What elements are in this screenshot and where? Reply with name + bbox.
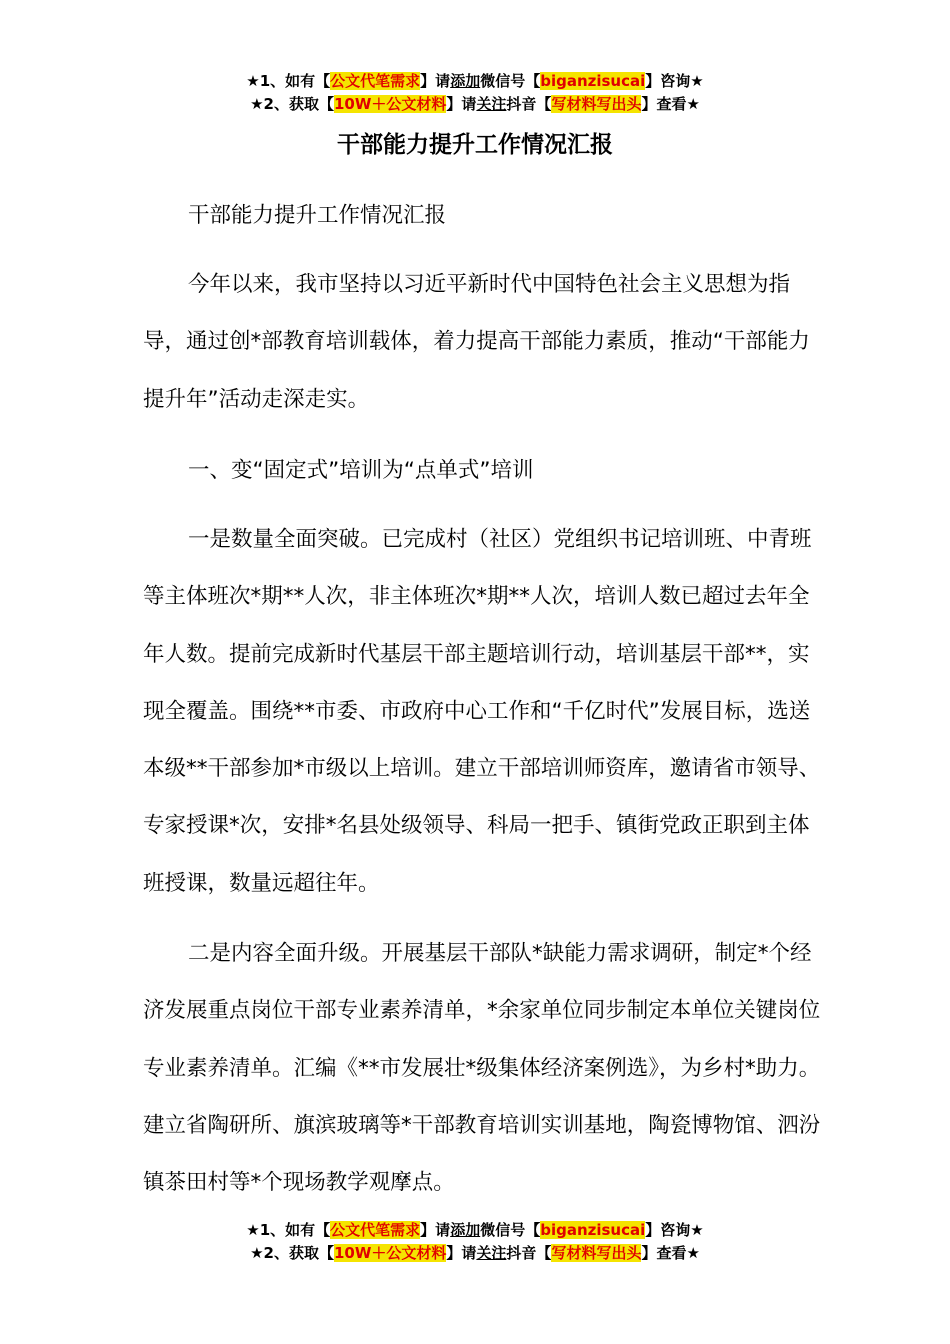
promo-text: 微信号【 — [480, 72, 541, 90]
promo-text: 】请 — [446, 95, 477, 113]
promo-line-2 — [0, 93, 950, 116]
promo-text: 抖音【 — [506, 1244, 552, 1262]
highlighted-wechat-id: biganzisucai — [540, 72, 646, 90]
highlighted-wechat-id: biganzisucai — [540, 1221, 646, 1239]
body-paragraph: 二是内容全面升级。开展基层干部队*缺能力需求调研，制定*个经济发展重点岗位干部专业素养清单，*余家单位同步制定本单位关键岗位专业素养清单。汇编《**市发展壮*级集体经济案例选》，为乡村*助力。建立省陶研所、旗滨玻璃等*干部教育培训实训基地，陶瓷博物馆、泗汾镇茶田村等*个现场教学观摩点。 — [143, 941, 821, 1196]
underlined-action: 添加 — [450, 72, 481, 90]
promo-text: 】咨询★ — [645, 72, 704, 90]
promo-banner-top — [0, 70, 950, 116]
highlighted-douyin-account: 写材料写出头 — [551, 1244, 642, 1262]
promo-text: 】查看★ — [641, 95, 700, 113]
underlined-action: 添加 — [450, 1221, 481, 1239]
promo-text: ★2、获取【 — [250, 95, 334, 113]
promo-text: 微信号【 — [480, 1221, 541, 1239]
body-paragraph: 一是数量全面突破。已完成村（社区）党组织书记培训班、中青班等主体班次*期**人次，非主体班次*期**人次，培训人数已超过去年全年人数。提前完成新时代基层干部主题培训行动，培训基层干部**，实现全覆盖。围绕**市委、市政府中心工作和“千亿时代”发展目标，选送本级**干部参加*市级以上培训。建立干部培训师资库，邀请省市领导、专家授课*次，安排*名县处级领导、科局一把手、镇街党政正职到主体班授课，数量远超往年。 — [143, 527, 821, 896]
underlined-action: 关注 — [476, 95, 507, 113]
promo-banner-bottom — [0, 1219, 950, 1265]
section-heading: 一、变“固定式”培训为“点单式”培训 — [188, 458, 534, 483]
promo-text: 】请 — [420, 72, 451, 90]
highlighted-douyin-account: 写材料写出头 — [551, 95, 642, 113]
promo-text: 抖音【 — [506, 95, 552, 113]
promo-line-1 — [0, 1219, 950, 1242]
highlighted-materials: 10W＋公文材料 — [333, 1244, 447, 1262]
promo-text: 】咨询★ — [645, 1221, 704, 1239]
highlighted-service: 公文代笔需求 — [330, 72, 421, 90]
highlighted-service: 公文代笔需求 — [330, 1221, 421, 1239]
intro-paragraph: 今年以来，我市坚持以习近平新时代中国特色社会主义思想为指导，通过创*部教育培训载体，着力提高干部能力素质，推动“干部能力提升年”活动走深走实。 — [143, 272, 810, 412]
document-subtitle: 干部能力提升工作情况汇报 — [188, 203, 447, 228]
underlined-action: 关注 — [476, 1244, 507, 1262]
promo-text: 】查看★ — [641, 1244, 700, 1262]
promo-line-1 — [0, 70, 950, 93]
promo-text: ★1、如有【 — [246, 1221, 331, 1239]
document-title: 干部能力提升工作情况汇报 — [337, 132, 613, 158]
promo-text: 】请 — [446, 1244, 477, 1262]
promo-text: ★1、如有【 — [246, 72, 331, 90]
promo-text: ★2、获取【 — [250, 1244, 334, 1262]
promo-line-2 — [0, 1242, 950, 1265]
highlighted-materials: 10W＋公文材料 — [333, 95, 447, 113]
promo-text: 】请 — [420, 1221, 451, 1239]
